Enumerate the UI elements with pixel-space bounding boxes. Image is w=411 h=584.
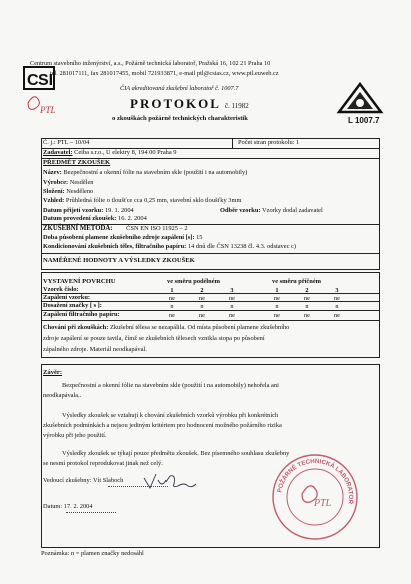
results-cell: n	[335, 303, 339, 310]
conclusion-p3-line2: se nesmí protokol reprodukovat jinak než celý.	[43, 460, 163, 467]
composition-row: Složení: Nesděleno	[43, 188, 94, 195]
results-cell: ne	[274, 295, 280, 302]
name-row: Název: Bezpečnostní a okenní fólie na stavebním skle (použití i na automobily)	[43, 169, 248, 176]
results-cell: ne	[199, 312, 205, 319]
manufacturer-row: Výrobce: Nesdělen	[43, 179, 94, 186]
svg-text:C: C	[27, 72, 39, 89]
date-row: Datum: 17. 2. 2004	[43, 503, 93, 510]
surface-exposure-header: VYSTAVENÍ POVRCHU	[43, 278, 116, 285]
conclusion-heading: Závěr:	[43, 369, 63, 376]
conclusion-p2-line2: zkušebních podmínkách a nejsou jediným kritériem pro hodnocení možného požárního rizika	[43, 422, 282, 429]
page-count: Počet stran protokolu: 1	[238, 139, 300, 146]
results-cell: ne	[229, 312, 235, 319]
conclusion-p3-line1: Výsledky zkoušek se týkají pouze předmětu zkoušek. Bez písemného souhlasu zkušebny	[62, 450, 290, 457]
svg-text:POŽÁRNĚ TECHNICKÁ LABORATOŘ: POŽÁRNĚ TECHNICKÁ LABORATOŘ	[276, 457, 355, 505]
appearance-row: Vzhled: Průhledná fólie o tloušťce cca 0,25 mm, stavební sklo tloušťky 3mm	[43, 197, 242, 204]
results-cell: ne	[304, 312, 310, 319]
conditioning-row: Kondicionování zkušebních těles, filtračního papíru: 14 dnů dle ČSN 13238 čl. 4.3. odstavec c)	[43, 243, 296, 250]
results-row-label: Dosažení značky [ s ]:	[43, 302, 102, 309]
longitudinal-header: ve směru podélném	[167, 278, 220, 285]
subject-heading: PŘEDMĚT ZKOUŠEK	[43, 159, 111, 166]
results-cell: n	[230, 303, 234, 310]
results-cell: 2	[305, 287, 309, 294]
results-cell: 2	[200, 287, 204, 294]
results-cell: n	[200, 303, 204, 310]
laboratory-stamp	[270, 452, 360, 542]
results-cell: ne	[169, 295, 175, 302]
accreditation-logo	[335, 82, 385, 126]
protocol-subtitle: o zkouškách požárně technických charakteristik	[112, 115, 248, 122]
results-cell: 3	[335, 287, 339, 294]
results-cell: ne	[274, 312, 280, 319]
results-row-label: Zapálení filtračního papíru:	[43, 311, 120, 318]
results-cell: ne	[199, 295, 205, 302]
results-cell: n	[170, 303, 174, 310]
lab-leader-row: Vedoucí zkušebny: Vít Slaboch	[43, 477, 124, 484]
header-address: Centrum stavebního inženýrství, a.s., Požárně technická laboratoř, Pražská 16, 102 21 Praha 10	[30, 60, 271, 67]
results-cell: ne	[334, 312, 340, 319]
results-cell: ne	[169, 312, 175, 319]
conclusion-p2-line1: Výsledky zkoušek se vztahují k chování zkušebních vzorků výrobku při konkrétních	[62, 412, 279, 419]
results-cell: 1	[170, 287, 174, 294]
results-cell: 1	[275, 287, 279, 294]
results-cell: ne	[229, 295, 235, 302]
flame-time-row: Doba působení plamene zkušebního zdroje zapálení [s]: 15	[43, 234, 203, 241]
method-row: ZKUŠEBNÍ METODA: ČSN EN ISO 11925 – 2	[43, 225, 188, 232]
footnote: Poznámka: n = plamen značky nedosáhl	[41, 550, 144, 557]
svg-text:PTL: PTL	[40, 105, 56, 115]
results-cell: ne	[334, 295, 340, 302]
svg-text:PTL: PTL	[314, 498, 332, 509]
results-cell: 3	[230, 287, 234, 294]
svg-text:SI: SI	[38, 72, 54, 89]
transverse-header: ve směru příčném	[272, 278, 321, 285]
protocol-title: PROTOKOL č. 11982	[130, 96, 249, 111]
conclusion-p2-line3: výrobku při jeho použití.	[43, 432, 107, 439]
conclusion-p1-line1: Bezpečnostní a okenní fólie na stavebním skle (použití i na automobily) nehořela ani	[62, 382, 279, 389]
header-contacts: tel. 281017111, fax 281017455, mobil 721933871, e-mail ptl@csias.cz, www.ptl.euweb.cz	[50, 70, 279, 77]
results-heading: NAMĚŘENÉ HODNOTY A VÝSLEDKY ZKOUŠEK	[43, 257, 195, 264]
test-date-row: Datum provedení zkoušek: 16. 2. 2004	[43, 215, 147, 222]
signature	[140, 470, 210, 494]
behaviour-line3: zápalného zdroje. Materiál neodkapával.	[43, 346, 147, 353]
accreditation-text: ČIA akreditovaná zkušební laboratoř č. 1007.7	[120, 85, 239, 92]
behaviour-line1: Chování při zkouškách: Zkušební tělesa se nezapálila. Od místa působení plamene zkušebního	[43, 324, 290, 331]
results-row-label: Zapálení vzorku:	[43, 294, 91, 301]
results-row-label: Vzorek číslo:	[43, 286, 79, 293]
results-cell: ne	[304, 295, 310, 302]
reference-number: Č. j.: PTL – 10/04	[43, 139, 90, 146]
client-row: Zadavatel: Ceiba s.r.o., U elektry 8, 194 00 Praha 9	[43, 149, 177, 156]
results-cell: n	[275, 303, 279, 310]
conclusion-p1-line2: neodkapávala..	[43, 392, 82, 399]
results-cell: n	[305, 303, 309, 310]
received-date-row: Datum přijetí vzorku: 19. 1. 2004	[43, 207, 134, 214]
sampling-row: Odběr vzorku: Vzorky dodal zadavatel	[220, 207, 323, 214]
behaviour-line2: zdroje zapálení se pouze tavila, čímž se zkušebních tělesech vznikla stopa po působení	[43, 335, 265, 342]
svg-text:L 1007.7: L 1007.7	[348, 116, 380, 125]
